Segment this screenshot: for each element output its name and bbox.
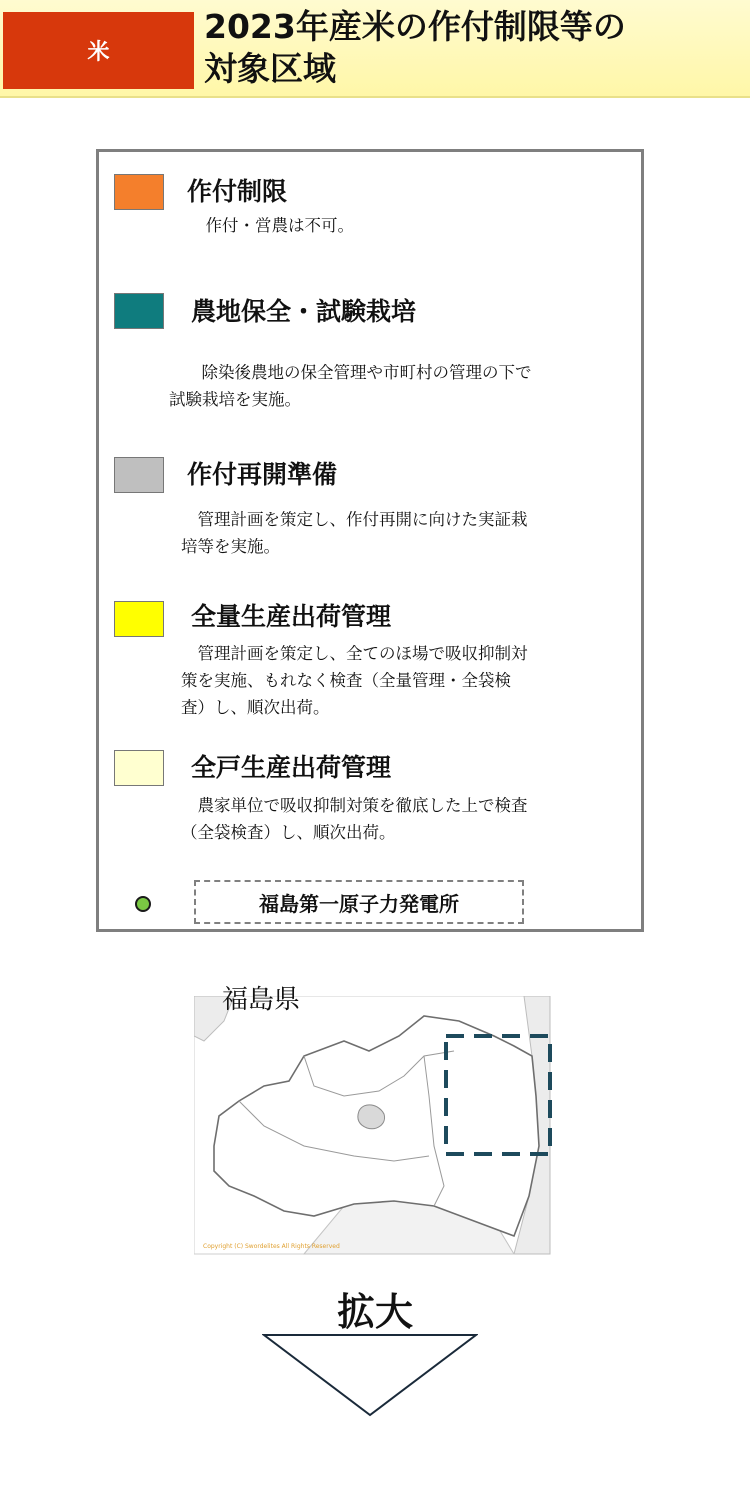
desc-line: 管理計画を策定し、全てのほ場で吸収抑制対 bbox=[197, 644, 528, 663]
page-title-line-1: 2023年産米の作付制限等の bbox=[204, 7, 626, 46]
legend-item-title: 農地保全・試験栽培 bbox=[191, 297, 417, 326]
header-bar bbox=[0, 0, 750, 98]
legend-swatch bbox=[114, 601, 164, 637]
legend-item-desc bbox=[169, 359, 625, 413]
legend-swatch bbox=[114, 750, 164, 786]
legend-item-title: 作付再開準備 bbox=[187, 460, 338, 489]
desc-line: （全袋検査）し、順次出荷。 bbox=[181, 823, 396, 842]
map-copyright: Copyright (C) Swordelites All Rights Reserved bbox=[203, 1243, 340, 1250]
legend-item-title: 全量生産出荷管理 bbox=[191, 602, 392, 631]
desc-line: 農家単位で吸収抑制対策を徹底した上で検査 bbox=[197, 796, 528, 815]
power-plant-label: 福島第一原子力発電所 bbox=[194, 880, 524, 924]
desc-line: 策を実施、もれなく検査（全量管理・全袋検 bbox=[181, 671, 511, 690]
legend-item-title: 全戸生産出荷管理 bbox=[191, 753, 392, 782]
desc-line: 試験栽培を実施。 bbox=[169, 390, 301, 409]
legend-swatch bbox=[114, 293, 164, 329]
legend-item-desc bbox=[181, 792, 621, 846]
legend-box bbox=[96, 149, 644, 932]
desc-line: 査）し、順次出荷。 bbox=[181, 698, 330, 717]
category-tag: 米 bbox=[3, 12, 194, 89]
desc-line: 除染後農地の保全管理や市町村の管理の下で bbox=[201, 363, 532, 382]
down-arrow-icon bbox=[262, 1333, 478, 1419]
prefecture-map bbox=[194, 996, 554, 1258]
prefecture-label: 福島県 bbox=[222, 985, 301, 1015]
desc-line: 作付・営農は不可。 bbox=[205, 216, 354, 235]
page-title-line-2: 対象区域 bbox=[204, 49, 336, 88]
legend-item-desc bbox=[189, 212, 629, 239]
legend-swatch bbox=[114, 457, 164, 493]
desc-line: 管理計画を策定し、作付再開に向けた実証栽 bbox=[197, 510, 528, 529]
legend-item-desc bbox=[181, 506, 621, 560]
legend-item-desc bbox=[181, 640, 621, 721]
zoom-label: 拡大 bbox=[336, 1290, 413, 1334]
power-plant-marker-icon bbox=[135, 896, 151, 912]
legend-item-title: 作付制限 bbox=[187, 177, 288, 206]
fukushima-map-svg bbox=[194, 996, 554, 1258]
page-title bbox=[204, 6, 744, 90]
legend-swatch bbox=[114, 174, 164, 210]
desc-line: 培等を実施。 bbox=[181, 537, 280, 556]
